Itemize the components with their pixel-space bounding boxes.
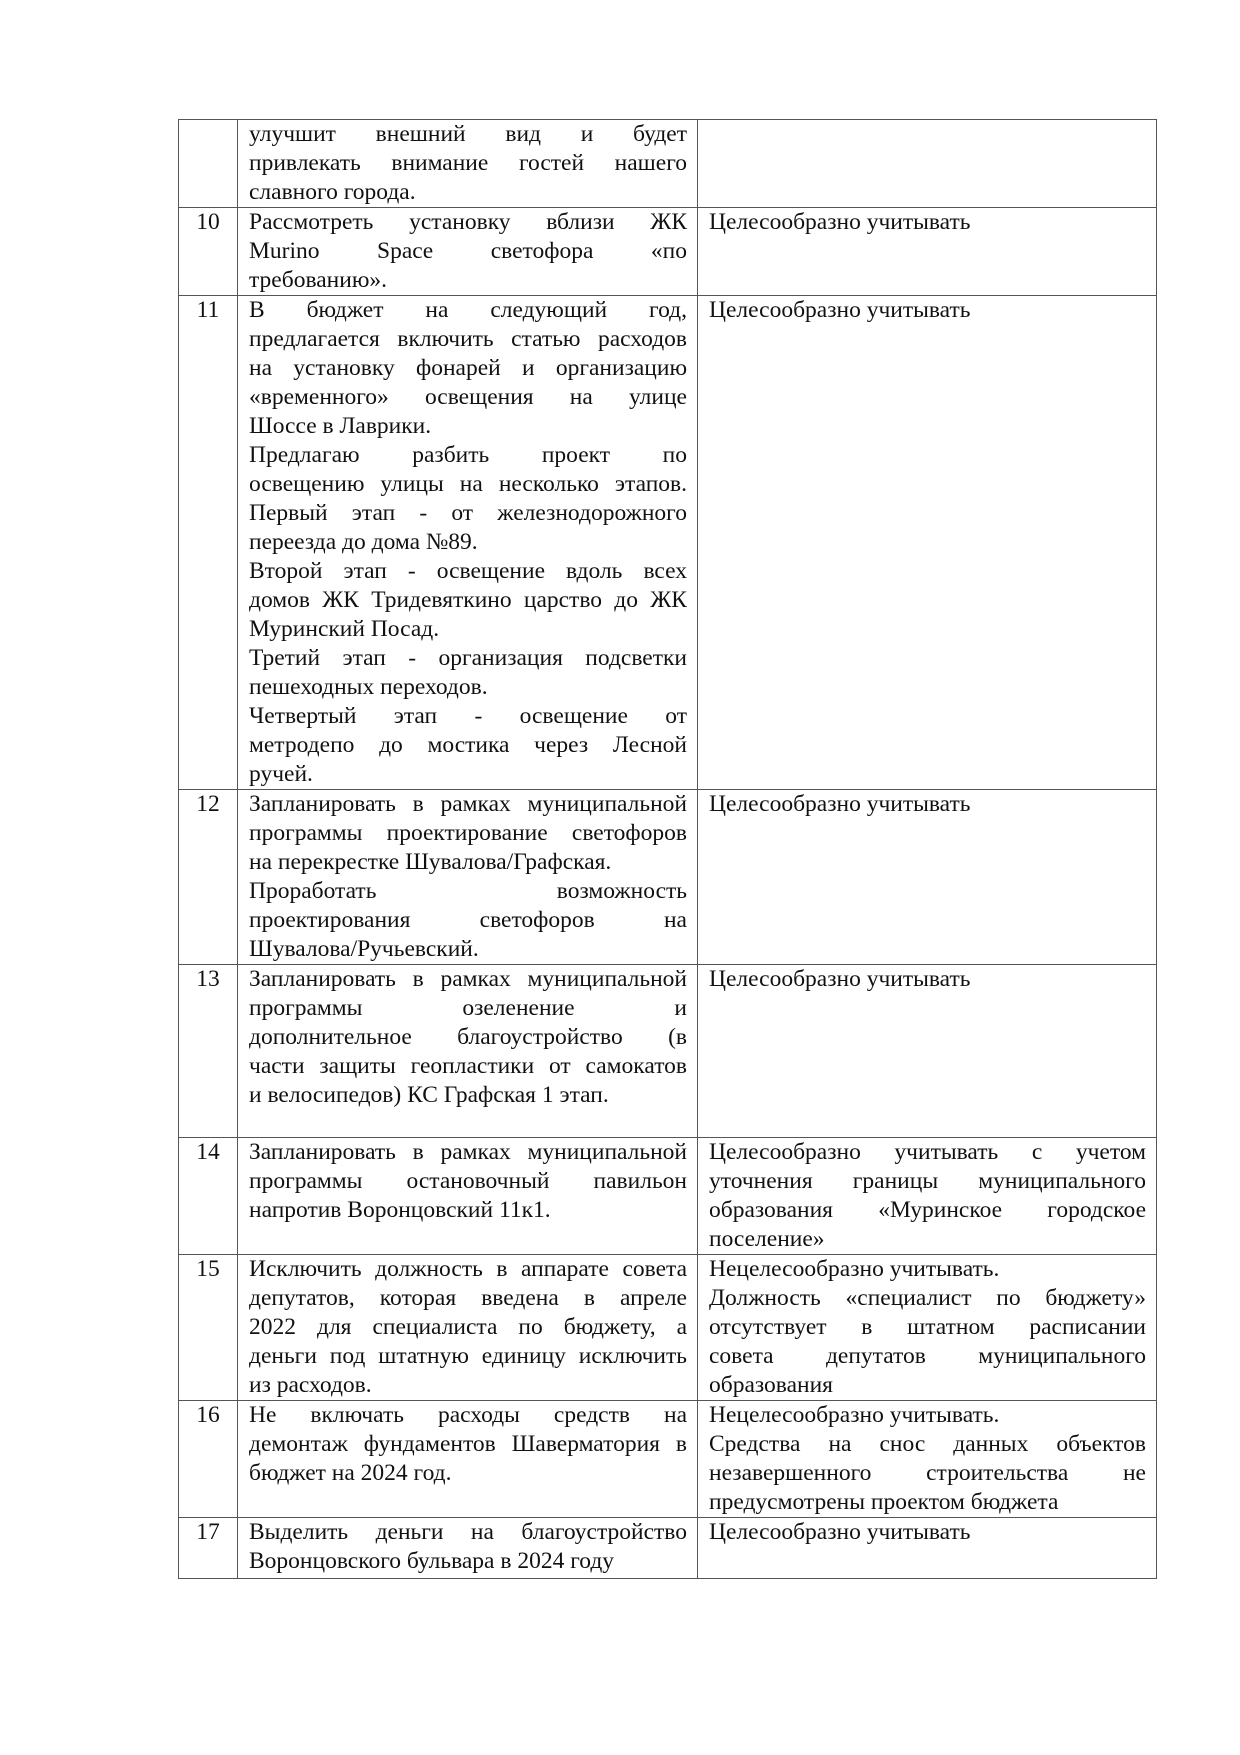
conclusion-text-line: совета депутатов муниципального: [709, 1343, 1146, 1369]
proposal-text-line: Первый этап - от железнодорожного: [249, 500, 687, 526]
row-number: 17: [179, 1518, 238, 1579]
proposal-text-line: части защиты геопластики от самокатов: [249, 1053, 687, 1079]
proposal-text-line: «временного» освещения на улице: [249, 384, 687, 410]
proposal-text-line: и велосипедов) КС Графская 1 этап.: [249, 1082, 609, 1108]
conclusion-text-line: образования: [709, 1372, 833, 1398]
conclusion-text: [698, 120, 1157, 208]
proposal-text-line: Четвертый этап - освещение от: [249, 703, 687, 729]
conclusion-text-line: Целесообразно учитывать с учетом: [709, 1139, 1146, 1165]
conclusion-text: [698, 208, 1157, 296]
proposal-text-line: переезда до дома №89.: [249, 529, 478, 555]
proposal-text-line: программы остановочный павильон: [249, 1168, 687, 1194]
proposal-text-line: Выделить деньги на благоустройство: [249, 1519, 687, 1545]
proposal-text-line: дополнительное благоустройство (в: [249, 1024, 687, 1050]
proposal-text: [238, 296, 698, 790]
proposal-text-line: Исключить должность в аппарате совета: [249, 1256, 687, 1282]
conclusion-text: [698, 1518, 1157, 1579]
proposal-text-line: программы озеленение и: [249, 995, 687, 1021]
proposal-text-line: метродепо до мостика через Лесной: [249, 732, 687, 758]
conclusion-text: [698, 1138, 1157, 1255]
proposal-text-line: требованию».: [249, 267, 387, 293]
proposal-text-line: освещению улицы на несколько этапов.: [249, 471, 687, 497]
proposal-text-line: проектирования светофоров на: [249, 907, 687, 933]
proposal-text-line: В бюджет на следующий год,: [249, 297, 687, 323]
row-number: 13: [179, 965, 238, 1138]
conclusion-text: [698, 965, 1157, 1138]
proposal-text-line: напротив Воронцовский 11к1.: [249, 1197, 551, 1223]
conclusion-text: [698, 1401, 1157, 1518]
proposal-text-line: бюджет на 2024 год.: [249, 1460, 452, 1486]
table-row: [179, 1138, 1157, 1255]
conclusion-text-line: Нецелесообразно учитывать.: [709, 1256, 1000, 1282]
proposal-text-line: славного города.: [249, 179, 416, 205]
conclusion-text: [698, 296, 1157, 790]
proposal-text-line: Третий этап - организация подсветки: [249, 645, 687, 671]
conclusion-text-line: Целесообразно учитывать: [709, 791, 971, 817]
row-number: 15: [179, 1255, 238, 1401]
row-number: 16: [179, 1401, 238, 1518]
table-row: [179, 296, 1157, 790]
proposal-text-line: Муринский Посад.: [249, 616, 440, 642]
proposal-text-line: Воронцовского бульвара в 2024 году: [249, 1548, 615, 1574]
conclusion-text-line: уточнения границы муниципального: [709, 1168, 1146, 1194]
proposal-text-line: Шоссе в Лаврики.: [249, 413, 432, 439]
conclusion-text-line: предусмотрены проектом бюджета: [709, 1489, 1059, 1515]
proposal-text: [238, 120, 698, 208]
conclusion-text-line: Нецелесообразно учитывать.: [709, 1402, 1000, 1428]
proposal-text-line: на установку фонарей и организацию: [249, 355, 687, 381]
proposal-text-line: ручей.: [249, 761, 313, 787]
conclusion-text-line: незавершенного строительства не: [709, 1460, 1146, 1486]
proposal-text-line: Запланировать в рамках муниципальной: [249, 791, 687, 817]
table-row: [179, 965, 1157, 1138]
proposal-text-line: программы проектирование светофоров: [249, 820, 687, 846]
proposal-text: [238, 1138, 698, 1255]
proposal-text-line: Предлагаю разбить проект по: [249, 442, 687, 468]
proposal-text: [238, 1255, 698, 1401]
table-body: [179, 120, 1157, 1579]
proposals-table: [178, 119, 1157, 1579]
conclusion-text-line: Должность «специалист по бюджету»: [709, 1285, 1146, 1311]
proposal-text-line: предлагается включить статью расходов: [249, 326, 687, 352]
proposal-text: [238, 1401, 698, 1518]
proposal-text-line: улучшит внешний вид и будет: [249, 121, 687, 147]
proposal-text: [238, 965, 698, 1138]
proposal-text-line: Второй этап - освещение вдоль всех: [249, 558, 687, 584]
table-row: [179, 1255, 1157, 1401]
proposal-text-line: Запланировать в рамках муниципальной: [249, 1139, 687, 1165]
conclusion-text-line: Целесообразно учитывать: [709, 209, 971, 235]
conclusion-text: [698, 1255, 1157, 1401]
proposal-text-line: Запланировать в рамках муниципальной: [249, 966, 687, 992]
proposal-text-line: Не включать расходы средств на: [249, 1402, 687, 1428]
conclusion-text-line: образования «Муринское городское: [709, 1197, 1146, 1223]
proposal-text-line: пешеходных переходов.: [249, 674, 488, 700]
conclusion-text-line: Целесообразно учитывать: [709, 1519, 971, 1545]
table-row: [179, 1518, 1157, 1579]
table-row: [179, 1401, 1157, 1518]
proposal-text-line: привлекать внимание гостей нашего: [249, 150, 687, 176]
conclusion-text: [698, 790, 1157, 965]
proposal-text-line: домов ЖК Тридевяткино царство до ЖК: [249, 587, 687, 613]
proposal-text-line: демонтаж фундаментов Шаверматория в: [249, 1431, 687, 1457]
row-number: 12: [179, 790, 238, 965]
proposal-text-line: Проработать возможность: [249, 878, 687, 904]
proposal-text-line: депутатов, которая введена в апреле: [249, 1285, 687, 1311]
conclusion-text-line: Целесообразно учитывать: [709, 297, 971, 323]
row-number: 11: [179, 296, 238, 790]
proposal-text-line: Murino Space светофора «по: [249, 238, 687, 264]
proposal-text-line: на перекрестке Шувалова/Графская.: [249, 849, 612, 875]
proposal-text-line: 2022 для специалиста по бюджету, а: [249, 1314, 687, 1340]
conclusion-text-line: Целесообразно учитывать: [709, 966, 971, 992]
conclusion-text-line: поселение»: [709, 1226, 825, 1252]
table-row: [179, 208, 1157, 296]
row-number: 10: [179, 208, 238, 296]
proposal-text-line: Рассмотреть установку вблизи ЖК: [249, 209, 687, 235]
row-number: [179, 120, 238, 208]
proposal-text: [238, 790, 698, 965]
proposal-text-line: деньги под штатную единицу исключить: [249, 1343, 687, 1369]
table-row: [179, 790, 1157, 965]
proposal-text-line: из расходов.: [249, 1372, 372, 1398]
proposal-text: [238, 208, 698, 296]
conclusion-text-line: отсутствует в штатном расписании: [709, 1314, 1146, 1340]
proposal-text-line: Шувалова/Ручьевский.: [249, 936, 479, 962]
row-number: 14: [179, 1138, 238, 1255]
proposal-text: [238, 1518, 698, 1579]
conclusion-text-line: Средства на снос данных объектов: [709, 1431, 1146, 1457]
table-row: [179, 120, 1157, 208]
